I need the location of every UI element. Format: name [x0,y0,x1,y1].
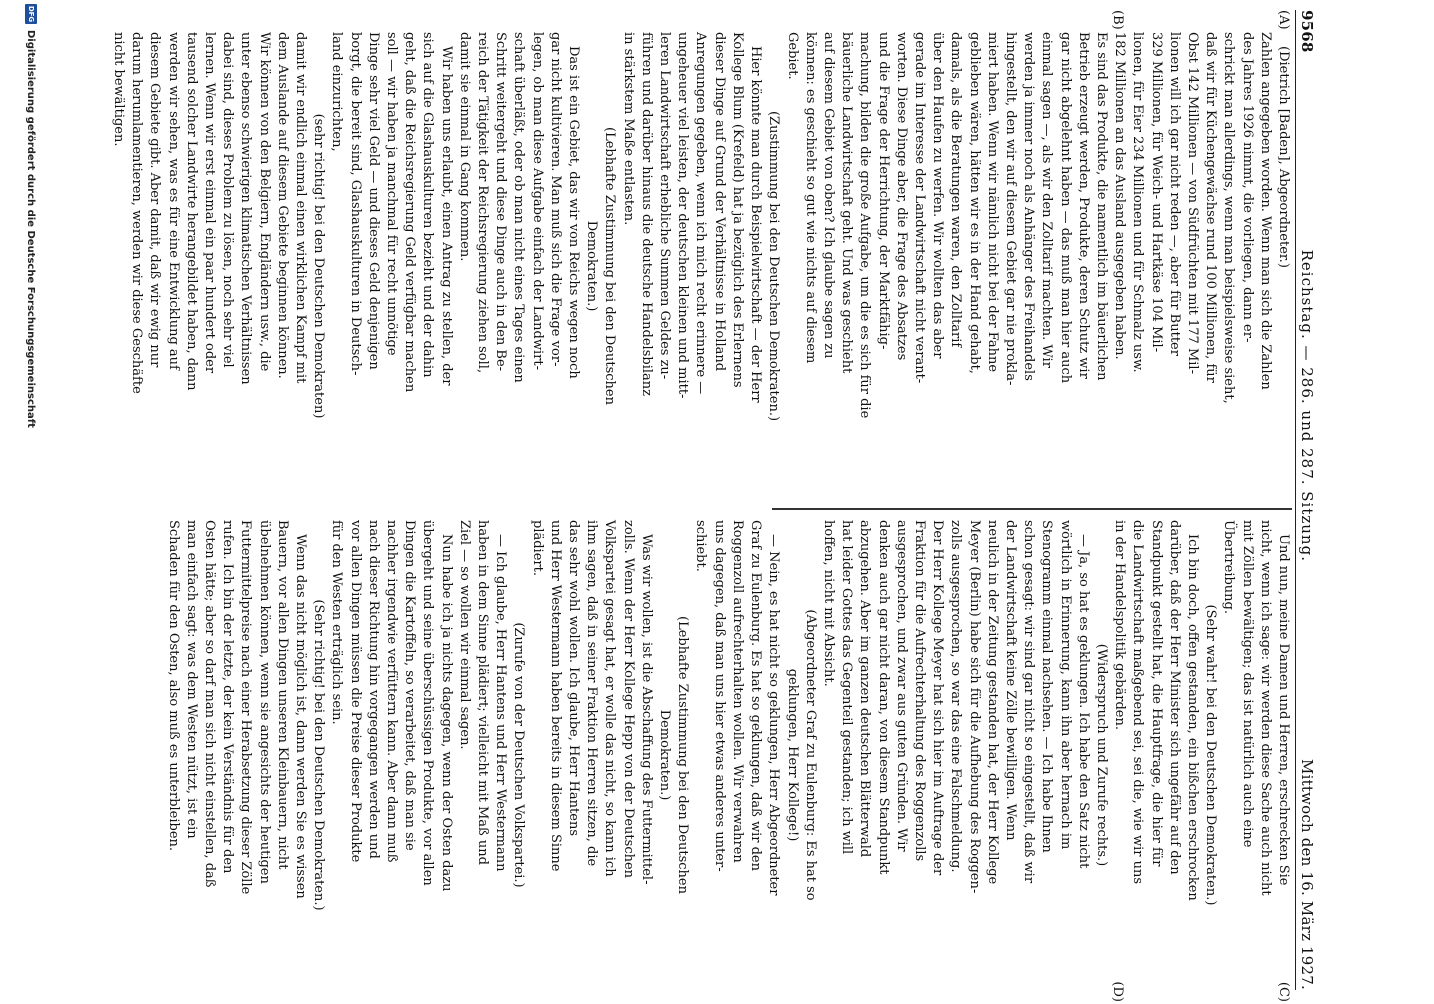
right-column-line: (Sehr wahr! bei den Deutschen Demokraten.) [1203,604,1219,906]
left-column-line: nicht bewältigen. [111,32,126,147]
left-column-line: gerade im Interesse der Landwirtschaft nicht verant- [911,32,927,384]
left-column-line: reich der Tätigkeit der Reichsregierung ziehen soll, [475,32,491,374]
right-column-line: übelnehmen können, wenn sie angesichts der heutigen [256,520,272,884]
left-column-line: über den Haufen zu werfen. Wir wollten das aber [930,32,946,359]
right-column-line: ausgesprochen, und zwar aus guten Gründen. Wir [893,520,909,852]
left-column-line: werden ja immer noch als Anhänger des Freihandels [1021,32,1037,381]
left-column-line: und die Frage der Herrichtung, der Marktfähig- [875,32,891,350]
right-column-line: nach dieser Richtung hin vorgegangen werden und [365,520,381,859]
margin-mark-c: (C) [1276,981,1291,1002]
left-column-line: führen und darüber hinaus die deutsche Handelsbilanz [638,32,654,396]
right-column-line: (Abgeordneter Graf zu Eulenburg: Es hat so [802,609,818,901]
left-column-line: damals, als die Beratungen waren, den Zolltarif [948,32,964,348]
right-column-line: Volkspartei gesagt hat, er wolle das nicht, so kann ich [602,520,618,877]
left-column-line: gar nicht kultivieren. Man muß sich die Frage vor- [547,32,563,367]
right-column-line: und Herr Westermann haben bereits in diesem Sinne [547,520,563,872]
right-column-line: Graf zu Eulenburg. Es hat so geklungen, daß wir den [748,520,764,871]
right-column-line: Nun habe ich ja nichts dagegen, wenn der Osten dazu [438,534,454,892]
left-column-line: Obst 142 Millionen — von Südfrüchten mit 177 Mil- [1184,32,1200,374]
right-column-line: nachher irgendwie verfüttern kann. Aber dann muß [384,520,400,863]
right-column-line: (Sehr richtig! bei den Deutschen Demokraten.) [311,599,327,911]
right-column-line: Schaden für den Osten, also muß es unterbleiben. [165,520,181,852]
right-column-line: wörtlich in Erinnerung, kann ihn aber hernach im [1057,520,1073,850]
left-column-line: Wir können von den Belgiern, Engländern usw., die [256,32,272,372]
left-column-line: damit wir endlich einmal einen wirklichen Kampf mit [293,32,309,384]
left-column-line: unter ebenso schwierigen klimatischen Verhältnissen [238,32,254,385]
right-column-line: übergeht und seine überschüssigen Produkte, vor allen [420,520,436,886]
left-column-line: können: es geschieht so gut wie nichts auf diesem [802,32,818,364]
right-column-line: schon gesagt: wir sind gar nicht so eingestellt, daß wir [1021,520,1037,884]
left-column-line: schrickt man allerdings, wenn man beispielsweise sieht, [1221,32,1237,404]
right-column-line: neulich in der Zeitung gestanden hat, der Herr Kollege [984,520,1000,885]
right-column-line: schiebt. [693,520,709,572]
margin-mark-b: (B) [1110,10,1125,30]
left-column-line: daß wir für Küchengewächse rund 100 Millionen, für [1203,32,1219,383]
left-column-line: darum herumlamentieren, werden wir diese Geschäfte [129,32,145,394]
right-column-line: plädiert. [529,520,545,576]
right-column-line: zolls. Wenn der Herr Kollege Hepp von der Deutschen [620,520,636,879]
right-column-line: rufen. Ich bin der letzte, der kein Verständnis für den [220,520,236,874]
left-column-line: Kollege Blum (Krefeld) hat ja bezüglich des Erlernens [729,32,745,388]
digitization-credit [16,0,46,1004]
right-column-line: Standpunkt gestellt hat, die Hauptfrage, die hier für [1148,520,1164,867]
digitization-credit-text: Digitalisierung gefördert durch die Deutsche Forschungsgemeinschaft [25,30,37,428]
left-column-line: Betrieb erzeugt werden, Produkte, deren Schutz wir [1075,32,1091,379]
left-column-line: lionen will ich gar nicht reden —, aber für Butter [1166,32,1182,356]
left-column-line: einmal sagen —, als wir den Zolltarif machten. Wir [1039,32,1055,368]
left-column-line: lernen. Wenn wir erst einmal ein paar hundert oder [202,32,218,374]
right-column-line: die Landwirtschaft maßgebend sei, sei die, wie wir uns [1130,520,1146,885]
left-column-line: soll — wir haben ja manchmal für recht unnötige [384,32,400,356]
right-column-line: darüber, daß der Herr Minister sich ungefähr auf den [1166,520,1182,875]
left-column-line: diesem Gebiete gibt. Aber damit, daß wir ewig nur [147,32,163,368]
left-column-line: Anregungen gegeben, wenn ich mich recht erinnere — [693,32,709,395]
right-column-line: Der Herr Kollege Meyer hat sich hier im Auftrage der [930,520,946,876]
right-column-line: Meyer (Berlin) habe sich für die Aufhebung des Roggen- [966,520,982,894]
right-column-line: vor allen Dingen müssen die Preise dieser Produkte [347,520,363,863]
right-text-column [165,520,1292,990]
left-column-line: Dinge sehr viel Geld — und dieses Geld denjenigen [365,32,381,370]
left-column-line: geblieben wären, hätten wir es in der Hand gehabt, [966,32,982,374]
left-column-line: Es sind das Produkte, die namentlich im bäuerlichen [1093,32,1109,381]
page-number: 9568 [1298,10,1317,53]
left-column-line: (Dietrich [Baden], Abgeordneter.) [1276,46,1291,268]
right-column-line: Roggenzoll aufrechterhalten wollen. Wir verwahren [729,520,745,863]
right-column-line: Fraktion für die Aufrechterhaltung des Roggenzolls [911,520,927,862]
right-column-line: hoffen, nicht mit Absicht. [820,520,836,687]
left-column-line: auf diesem Gebiet von oben? Ich glaube sagen zu [820,32,836,359]
left-column-line: gar nicht abgelehnt haben — das muß man hier auch [1057,32,1073,384]
right-column-line: für den Westen erträglich sein. [329,520,345,725]
left-column-line: bäuerliche Landwirtschaft geht. Und was geschieht [839,32,855,374]
left-column-line: Demokraten.) [584,220,600,312]
left-column-line: Zahlen angegeben worden. Wenn man sich die Zahlen [1257,32,1273,390]
left-column-line: des Jahres 1926 nimmt, die vorliegen, dann er- [1239,32,1255,343]
left-column-line: Wir haben uns erlaubt, einen Antrag zu stellen, der [438,46,454,386]
right-column-line: hat leider Gottes das Gegenteil gestanden; ich will [839,520,855,855]
right-column-line: Stenogramm einmal nachsehen. — Ich habe Ihnen [1039,520,1055,853]
dfg-logo: DFG [27,5,35,23]
left-column-line: schaft überläßt, oder ob man nicht eines Tages einen [511,32,527,383]
left-column-line: Hier könnte man durch Beispielwirtschaft — der Herr [748,46,764,403]
right-column-line: Was wir wollen, ist die Abschaffung des Futtermittel- [638,534,654,885]
document-page [107,10,1322,1002]
left-column-line: dem Auslande auf diesem Gebiete beginnen können. [274,32,290,379]
margin-mark-a: (A) [1276,10,1291,30]
right-column-line: Bauern, vor allen Dingen unseren Kleinbauern, nicht [274,520,290,870]
right-column-line: Osten hätte; aber so darf man sich nicht einstellen, daß [202,520,218,888]
right-column-line: Und nun, meine Damen und Herren, erschrecken Sie [1276,534,1291,886]
left-column-line: geht, daß die Reichsregierung Geld verfügbar machen [402,32,418,393]
left-column-line: Das ist ein Gebiet, das wir von Reichs wegen noch [566,46,582,379]
right-column-line: abzugehen. Aber im ganzen deutschen Blätterwald [857,520,873,858]
right-column-line: — Ja, so hat es geklungen. Ich habe den Satz nicht [1075,534,1091,869]
left-column-line: ungeheuer viel leisten, der deutschen kleinen und mitt- [675,32,691,399]
right-column-line: geklungen, Herr Kollege!) [784,668,800,842]
left-column-line: lionen, für Eier 234 Millionen und für Schmalz usw. [1130,32,1146,373]
left-column-line: hingestellt, den wir auf diesem Gebiet gar nie prokla- [1002,32,1018,386]
right-column-line: — Nein, es hat nicht so geklungen, Herr Abgeordneter [766,534,782,896]
right-column-line: denken auch gar nicht daran, von diesem Standpunkt [875,520,891,875]
left-column-line: in stärkstem Maße entlasten. [620,32,636,226]
left-column-line: dabei sind, dieses Problem zu lösen, noch sehr viel [220,32,236,368]
right-column-line: Futtermittelpreise nach einer Herabsetzung dieser Zölle [238,520,254,895]
right-column-line: uns dagegen, daß man uns hier etwas anderes unter- [711,520,727,872]
left-column-line: damit sie einmal in Gang kommen. [456,32,472,262]
left-column-line: Schritt weitergeht und diese Dinge auch in den Be- [493,32,509,372]
left-column-line: miert haben. Wenn wir nämlich nicht bei der Fahne [984,32,1000,373]
left-column-line: legen, ob man diese Aufgabe einfach der Landwirt- [529,32,545,370]
right-column-line: (Widerspruch und Zurufe rechts.) [1093,643,1109,867]
right-column-line: — Ich glaube, Herr Hantens und Herr Westermann [493,534,509,872]
right-column-line: Ziel — so wollen wir einmal sagen. [456,520,472,750]
left-column-line: land einzurichten, [329,32,345,152]
column-divider [772,508,1292,510]
right-column-line: (Lebhafte Zustimmung bei den Deutschen [675,616,691,894]
left-text-column [111,10,1292,500]
left-column-line: werden wir sehen, was es für eine Entwicklung auf [165,32,181,370]
right-column-line: zolls ausgesprochen, so war das eine Falschmeldung. [948,520,964,873]
session-date: Mittwoch den 16. März 1927. [1298,759,1317,990]
left-column-line: (Zustimmung bei den Deutschen Demokraten.) [766,110,782,422]
right-column-line: das sehr wohl wollen. Ich glaube, Herr Hantens [566,520,582,836]
right-column-line: in der Handelspolitik gebärden. [1112,520,1128,731]
right-column-line: ihm sagen, daß in seiner Fraktion Herren sitzen, die [584,520,600,867]
right-column-line: mit Zöllen bewältigen; das ist natürlich auch eine [1239,520,1255,848]
left-column-line: dieser Dinge auf Grund der Verhältnisse in Holland [711,32,727,372]
right-column-line: der Landwirtschaft keine Zölle bewilligen. Wenn [1002,520,1018,841]
right-column-line: Übertreibung. [1221,520,1237,614]
left-column-line: (Lebhafte Zustimmung bei den Deutschen [602,127,618,405]
left-column-line: machung, bilden die große Aufgabe, um die es sich für die [857,32,873,419]
right-column-line: nicht, wenn ich sage: wir werden diese Sache auch nicht [1257,520,1273,896]
right-column-line: haben in dem Sinne plädiert; vielleicht mit Maß und [475,520,491,865]
left-column-line: tausend solcher Landwirte herangebildet haben, dann [183,32,199,391]
left-column-line: sich auf die Glashauskulturen bezieht und der dahin [420,32,436,378]
right-column-line: man einfach sagt: was dem Westen nützt, ist ein [183,520,199,839]
left-column-line: Gebiet. [784,32,800,80]
left-column-line: borgt, die bereit sind, Glashauskulturen in Deutsch- [347,32,363,376]
right-column-line: Ich bin doch, offen gestanden, ein bißchen erschrocken [1184,534,1200,901]
left-column-line: worten. Diese Dinge aber, die Frage des Absatzes [893,32,909,361]
right-column-line: (Zurufe von der Deutschen Volkspartei.) [511,622,527,888]
left-column-line: leren Landwirtschaft erhebliche Summen Geldes zu- [657,32,673,380]
session-title: Reichstag. — 286. und 287. Sitzung. [1298,249,1317,562]
left-column-line: (sehr richtig! bei den Deutschen Demokraten) [311,113,327,419]
left-column-line: 182 Millionen an das Ausland ausgegeben haben. [1112,32,1128,360]
page-header [1295,10,1322,990]
margin-mark-d: (D) [1110,981,1125,1002]
right-column-line: Wenn das nicht möglich ist, dann werden Sie es wissen [293,534,309,899]
left-column-line: 329 Millionen, für Weich- und Hartkäse 104 Mil- [1148,32,1164,353]
right-column-line: Dingen die Kartoffeln, so verarbeitet, daß man sie [402,520,418,851]
right-column-line: Demokraten.) [657,709,673,801]
